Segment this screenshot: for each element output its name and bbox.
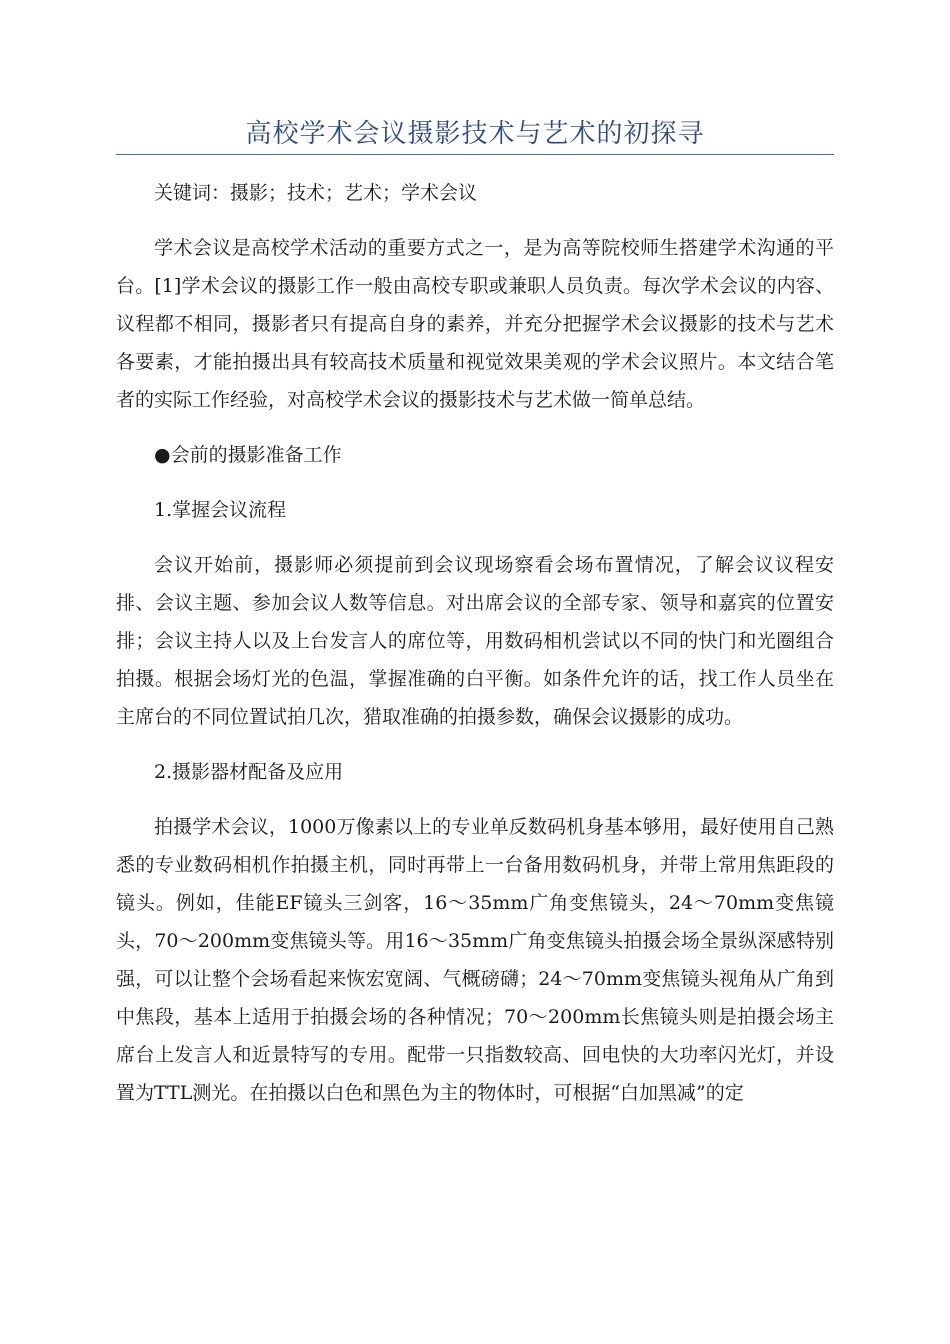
body-paragraph: 拍摄学术会议，1000万像素以上的专业单反数码机身基本够用，最好使用自己熟悉的专业数码相机作拍摄主机，同时再带上一台备用数码机身，并带上常用焦距段的镜头。例如，佳能EF镜头三剑客，16～35mm广角变焦镜头，24～70mm变焦镜头，70～200mm变焦镜头等。用16～35mm广角变焦镜头拍摄会场全景纵深感特别强，可以让整个会场看起来恢宏宽阔、气概磅礴；24～70mm变焦镜头视角从广角到中焦段，基本上适用于拍摄会场的各种情况；70～200mm长焦镜头则是拍摄会场主席台上发言人和近景特写的专用。配带一只指数较高、回电快的大功率闪光灯，并设置为TTL测光。在拍摄以白色和黑色为主的物体时，可根据“白加黑减”的定: [116, 816, 834, 1104]
subsection-heading: 2.摄影器材配备及应用: [154, 761, 344, 783]
section-heading: ●会前的摄影准备工作: [154, 444, 342, 466]
document-title: 高校学术会议摄影技术与艺术的初探寻: [245, 119, 705, 149]
subsection-heading: 1.掌握会议流程: [154, 499, 287, 521]
body-paragraph: 会议开始前，摄影师必须提前到会议现场察看会场布置情况，了解会议议程安排、会议主题、参加会议人数等信息。对出席会议的全部专家、领导和嘉宾的位置安排；会议主持人以及上台发言人的席位等，用数码相机尝试以不同的快门和光圈组合拍摄。根据会场灯光的色温，掌握准确的白平衡。如条件允许的话，找工作人员坐在主席台的不同位置试拍几次，猎取准确的拍摄参数，确保会议摄影的成功。: [116, 554, 834, 728]
keywords-line: 关键词：摄影；技术；艺术；学术会议: [154, 182, 478, 204]
intro-paragraph: 学术会议是高校学术活动的重要方式之一，是为高等院校师生搭建学术沟通的平台。[1]学术会议的摄影工作一般由高校专职或兼职人员负责。每次学术会议的内容、议程都不相同，摄影者只有提高自身的素养，并充分把握学术会议摄影的技术与艺术各要素，才能拍摄出具有较高技术质量和视觉效果美观的学术会议照片。本文结合笔者的实际工作经验，对高校学术会议的摄影技术与艺术做一简单总结。: [116, 237, 834, 411]
title-underline: [116, 154, 834, 155]
document-body: [116, 174, 834, 1129]
